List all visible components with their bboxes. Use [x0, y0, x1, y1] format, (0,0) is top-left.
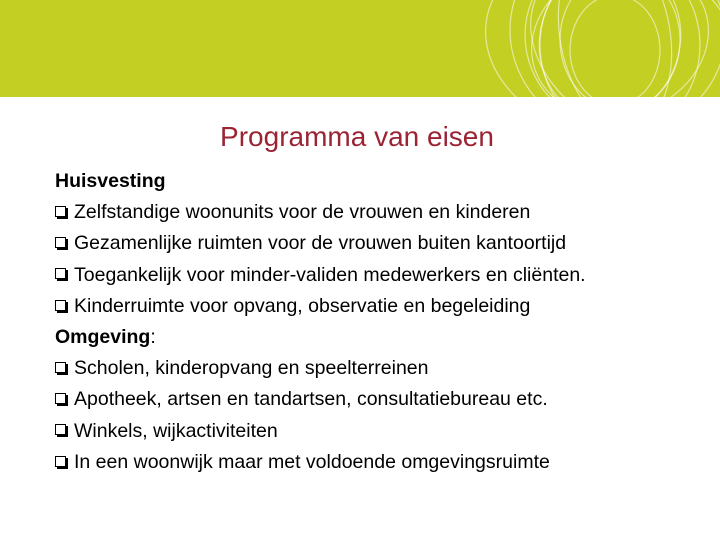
- header-banner: [0, 0, 720, 97]
- list-item: Apotheek, artsen en tandartsen, consultatiebureau etc.: [55, 384, 705, 415]
- checkbox-bullet-icon: [55, 393, 66, 404]
- list-item: In een woonwijk maar met voldoende omgevingsruimte: [55, 447, 705, 478]
- slide-title-text: Programma van eisen: [220, 121, 494, 152]
- decorative-swirl-graphic: [320, 0, 720, 97]
- slide-title: [0, 121, 720, 153]
- slide-content: [55, 166, 705, 478]
- checkbox-bullet-icon: [55, 362, 66, 373]
- section-heading-huisvesting: Huisvesting: [55, 170, 166, 192]
- checkbox-bullet-icon: [55, 268, 66, 279]
- list-item: Scholen, kinderopvang en speelterreinen: [55, 353, 705, 384]
- list-item: Gezamenlijke ruimten voor de vrouwen buiten kantoortijd: [55, 228, 705, 259]
- section-heading-omgeving: Omgeving:: [55, 325, 156, 348]
- checkbox-bullet-icon: [55, 206, 66, 217]
- checkbox-bullet-icon: [55, 300, 66, 311]
- checkbox-bullet-icon: [55, 237, 66, 248]
- list-item: Toegankelijk voor minder-validen medewerkers en cliënten.: [55, 260, 705, 291]
- checkbox-bullet-icon: [55, 456, 66, 467]
- list-item: Winkels, wijkactiviteiten: [55, 416, 705, 447]
- list-item: Kinderruimte voor opvang, observatie en begeleiding: [55, 291, 705, 322]
- checkbox-bullet-icon: [55, 424, 66, 435]
- list-item: Zelfstandige woonunits voor de vrouwen en kinderen: [55, 197, 705, 228]
